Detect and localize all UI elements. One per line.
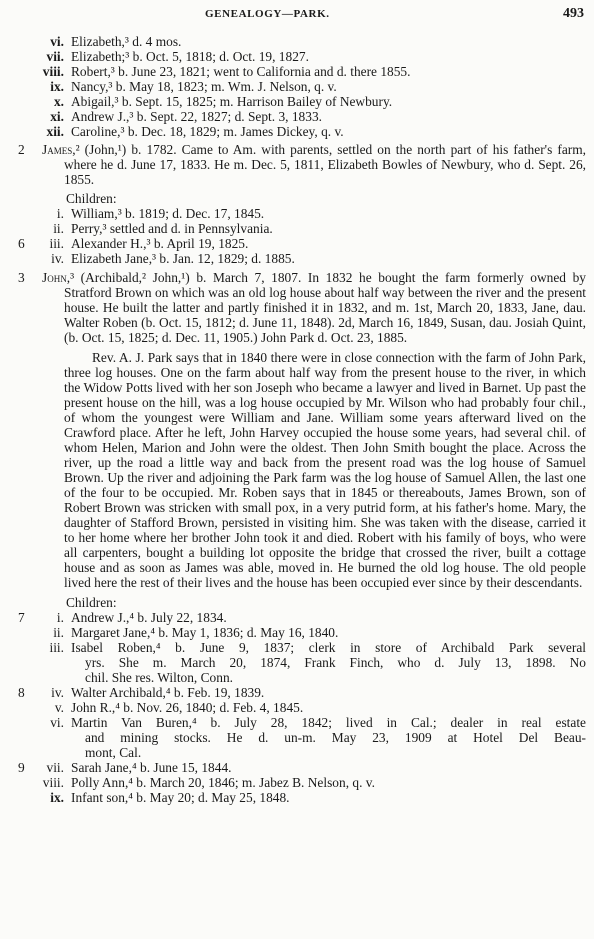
entry-number: ix. (50, 790, 64, 805)
page-number: 493 (563, 6, 584, 21)
entry-number: ii. (53, 221, 64, 236)
generation-number: 2 (18, 142, 25, 157)
list-item (0, 625, 594, 640)
entry-list-john-children (0, 610, 594, 805)
list-item (0, 64, 594, 79)
entry-number: xi. (50, 109, 64, 124)
entry-number: v. (54, 700, 64, 715)
entry-text: Isabel Roben,⁴ b. June 9, 1837; clerk in store of Archibald Park several (71, 640, 586, 655)
entry-text: Andrew J.,³ b. Sept. 22, 1827; d. Sept. 3, 1833. (71, 109, 322, 124)
list-item (0, 251, 594, 266)
entry-text: Alexander H.,³ b. April 19, 1825. (71, 236, 249, 251)
list-item-continuation (0, 655, 594, 670)
list-item-continuation (0, 670, 594, 685)
entry-text: Martin Van Buren,⁴ b. July 28, 1842; lived in Cal.; dealer in real estate (71, 715, 586, 730)
entry-number: i. (56, 206, 64, 221)
entry-number: x. (53, 94, 64, 109)
generation-number: 7 (18, 610, 25, 625)
entry-number: vi. (50, 715, 64, 730)
entry-text: Robert,³ b. June 23, 1821; went to California and d. there 1855. (71, 64, 411, 79)
list-item (0, 109, 594, 124)
entry-number: ix. (50, 79, 64, 94)
entry-list-park-third-gen (0, 34, 594, 139)
list-item (0, 124, 594, 139)
entry-text: chil. She res. Wilton, Conn. (85, 670, 233, 685)
entry-text: William,³ b. 1819; d. Dec. 17, 1845. (71, 206, 265, 221)
list-item (0, 236, 594, 251)
list-item (0, 715, 594, 730)
entry-james-body: ² (John,¹) b. 1782. Came to Am. with parents, settled on the north part of his father's farm, where he d. June 17, 1833. He m. Dec. 5, 1811, Elizabeth Bowles of Newbury, who d. Sept. 26, 1855. (64, 142, 586, 187)
entry-james-text (42, 142, 586, 187)
list-item (0, 700, 594, 715)
list-item (0, 94, 594, 109)
page-header (0, 7, 594, 23)
list-item (0, 221, 594, 236)
entry-text: mont, Cal. (85, 745, 142, 760)
page-body (0, 34, 594, 805)
entry-number: ii. (53, 625, 64, 640)
list-item (0, 79, 594, 94)
list-item (0, 760, 594, 775)
generation-number: 8 (18, 685, 25, 700)
entry-john-body: ³ (Archibald,² John,¹) b. March 7, 1807. In 1832 he bought the farm formerly owned by Stratford Brown on which was an old log house about half way between the river and the present house. He built the latter and partly finished it in 1832, and m. 1st, March 20, 1833, Jane, dau. Walter Roben (b. Oct. 15, 1812; d. June 11, 1848). 2d, March 16, 1849, Susan, dau. Josiah Quint, (b. Oct. 15, 1825; d. Dec. 11, 1905.) John Park d. Oct. 23, 1885. (64, 270, 586, 345)
list-item-continuation (0, 730, 594, 745)
entry-list-james-children (0, 206, 594, 266)
entry-text: Walter Archibald,⁴ b. Feb. 19, 1839. (71, 685, 265, 700)
entry-john-name: John, (42, 270, 71, 285)
entry-text: Nancy,³ b. May 18, 1823; m. Wm. J. Nelson, q. v. (71, 79, 337, 94)
entry-text: and mining stocks. He d. un-m. May 23, 1909 at Hotel Del Beau- (85, 730, 586, 745)
children-heading: Children: (66, 595, 117, 610)
entry-text: Sarah Jane,⁴ b. June 15, 1844. (71, 760, 232, 775)
generation-number: 6 (18, 236, 25, 251)
list-item (0, 610, 594, 625)
list-item (0, 206, 594, 221)
entry-john-text (42, 270, 586, 345)
entry-number: vii. (46, 760, 64, 775)
entry-text: yrs. She m. March 20, 1874, Frank Finch, who d. July 13, 1898. No (85, 655, 586, 670)
entry-james-name: James, (42, 142, 76, 157)
generation-number: 9 (18, 760, 25, 775)
entry-text: Elizabeth;³ b. Oct. 5, 1818; d. Oct. 19, 1827. (71, 49, 309, 64)
list-item (0, 685, 594, 700)
entry-john (0, 270, 594, 345)
entry-text: Infant son,⁴ b. May 20; d. May 25, 1848. (71, 790, 290, 805)
entry-number: vii. (46, 49, 64, 64)
entry-james (0, 142, 594, 187)
entry-text: Andrew J.,⁴ b. July 22, 1834. (71, 610, 227, 625)
entry-text: Margaret Jane,⁴ b. May 1, 1836; d. May 16, 1840. (71, 625, 339, 640)
quote-paragraph: Rev. A. J. Park says that in 1840 there were in close connection with the farm of John Park, three log houses. One on the farm about half way from the present house to the river, in which the Widow Potts lived with her son Joseph who became a lawyer and lived in Barnet. Up past the present house on the hill, was a log house occupied by Mr. Wilson who had probably four chil., of whom the youngest were William and Jane. William some years afterward lived on the Crawford place. After he left, John Harvey occupied the house some years, had several chil. of whom Helen, Marion and John were the oldest. Then John Smith bought the place. Across the river, up the road a little way and back from the present road was the log house of Samuel Brown. Up the river and adjoining the Park farm was the log house of Samuel Allen, the last one of the four to be occupied. Mr. Roben says that in 1845 or thereabouts, James Brown, son of Robert Brown was stricken with small pox, in a very putrid form, at his father's home. Mary, the daughter of Stafford Brown, persisted in visiting him. She was taken with the disease, carried it to her home where her brother John took it and died. Robert with his family of boys, who were all carpenters, bought a building lot opposite the bridge that crossed the river, built a cottage house and as soon as James was able, moved in. He burned the old log house. The old people lived here the rest of their lives and the house has been occupied ever since by their descendants. (64, 350, 586, 590)
list-item (0, 790, 594, 805)
entry-number: vi. (50, 34, 64, 49)
entry-number: i. (56, 610, 64, 625)
list-item (0, 640, 594, 655)
entry-text: Abigail,³ b. Sept. 15, 1825; m. Harrison Bailey of Newbury. (71, 94, 393, 109)
entry-number: viii. (42, 64, 64, 79)
entry-number: viii. (42, 775, 64, 790)
entry-text: Caroline,³ b. Dec. 18, 1829; m. James Dickey, q. v. (71, 124, 344, 139)
children-heading: Children: (66, 191, 117, 206)
list-item (0, 49, 594, 64)
entry-text: Polly Ann,⁴ b. March 20, 1846; m. Jabez B. Nelson, q. v. (71, 775, 375, 790)
running-head: GENEALOGY—PARK. (205, 8, 330, 20)
entry-number: xii. (46, 124, 64, 139)
entry-number: iii. (49, 640, 64, 655)
list-item (0, 34, 594, 49)
entry-text: John R.,⁴ b. Nov. 26, 1840; d. Feb. 4, 1845. (71, 700, 304, 715)
list-item (0, 775, 594, 790)
entry-number: iv. (51, 685, 64, 700)
list-item-continuation (0, 745, 594, 760)
entry-number: iv. (51, 251, 64, 266)
entry-text: Elizabeth,³ d. 4 mos. (71, 34, 182, 49)
entry-text: Elizabeth Jane,³ b. Jan. 12, 1829; d. 1885. (71, 251, 295, 266)
entry-number: iii. (49, 236, 64, 251)
generation-number: 3 (18, 270, 25, 285)
entry-text: Perry,³ settled and d. in Pennsylvania. (71, 221, 273, 236)
